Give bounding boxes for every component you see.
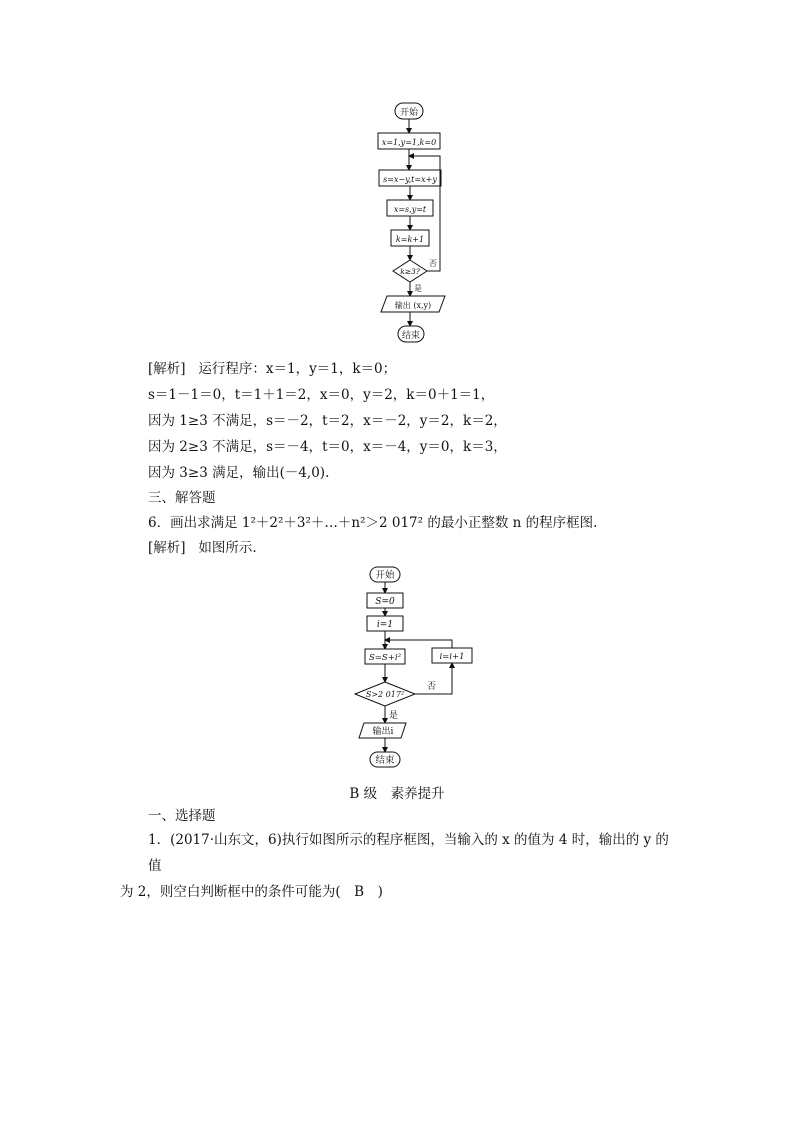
fc1-step2-text: x=s,y=t: [393, 205, 427, 214]
question-1: [120, 827, 680, 905]
fc2-start-text: 开始: [375, 570, 395, 581]
question-6: 6．画出求满足 1²＋2²＋3²＋…＋n²＞2 017² 的最小正整数 n 的程序框图.: [148, 515, 598, 531]
section-heading-3: 三、解答题: [148, 490, 216, 506]
fc2-yes-label: 是: [389, 711, 399, 721]
question-1-line-2: 为 2，则空白判断框中的条件可能为( B ): [120, 884, 383, 900]
question-1-line-1: 1．(2017·山东文，6)执行如图所示的程序框图，当输入的 x 的值为 4 时，输出的 y 的值: [148, 832, 669, 874]
flowchart-2: [345, 563, 485, 778]
solution6-tag: [解析]: [148, 540, 186, 556]
solution6-text: 如图所示.: [198, 540, 257, 556]
fc1-start-text: 开始: [399, 108, 419, 118]
fc2-end-text: 结束: [375, 755, 395, 766]
fc2-init2-text: i=1: [376, 620, 394, 630]
flowchart-1: [365, 98, 465, 348]
solution1-tag: [解析]: [148, 361, 186, 377]
fc1-yes-label: 是: [414, 284, 422, 293]
fc1-cond-text: k≥3?: [400, 267, 420, 276]
fc2-body-text: S=S+i²: [368, 653, 402, 663]
fc1-end-text: 结束: [401, 331, 421, 341]
solution1-line-4: 因为 2≥3 不满足，s＝－4，t＝0，x＝－4，y＝0，k＝3，: [148, 439, 507, 455]
fc2-cond-text: S>2 017²: [365, 690, 405, 699]
level-b-heading: B 级 素养提升: [349, 786, 445, 802]
fc1-step1-text: s=x−y,t=x+y: [383, 175, 437, 184]
solution1-text-1: 运行程序：x＝1，y＝1，k＝0；: [198, 361, 397, 377]
fc2-init1-text: S=0: [375, 597, 395, 607]
section-heading-1: 一、选择题: [148, 808, 216, 824]
fc1-output-text: 输出 (x,y): [394, 301, 432, 310]
fc2-output-text: 输出i: [372, 727, 394, 737]
fc1-init-text: x=1,y=1,k=0: [381, 138, 437, 147]
fc2-no-label: 否: [427, 682, 437, 692]
solution6-line: [148, 540, 257, 556]
fc2-inc-text: i=i+1: [439, 652, 465, 662]
solution1-line-3: 因为 1≥3 不满足，s＝－2，t＝2，x＝－2，y＝2，k＝2，: [148, 413, 507, 429]
fc1-no-label: 否: [429, 259, 437, 268]
fc1-step3-text: k=k+1: [395, 235, 425, 244]
solution1-line-2: s＝1－1＝0，t＝1＋1＝2，x＝0，y＝2，k＝0＋1＝1，: [148, 387, 495, 403]
solution1-line-5: 因为 3≥3 满足，输出(－4,0).: [148, 465, 330, 481]
solution1-line-1: [148, 361, 396, 377]
